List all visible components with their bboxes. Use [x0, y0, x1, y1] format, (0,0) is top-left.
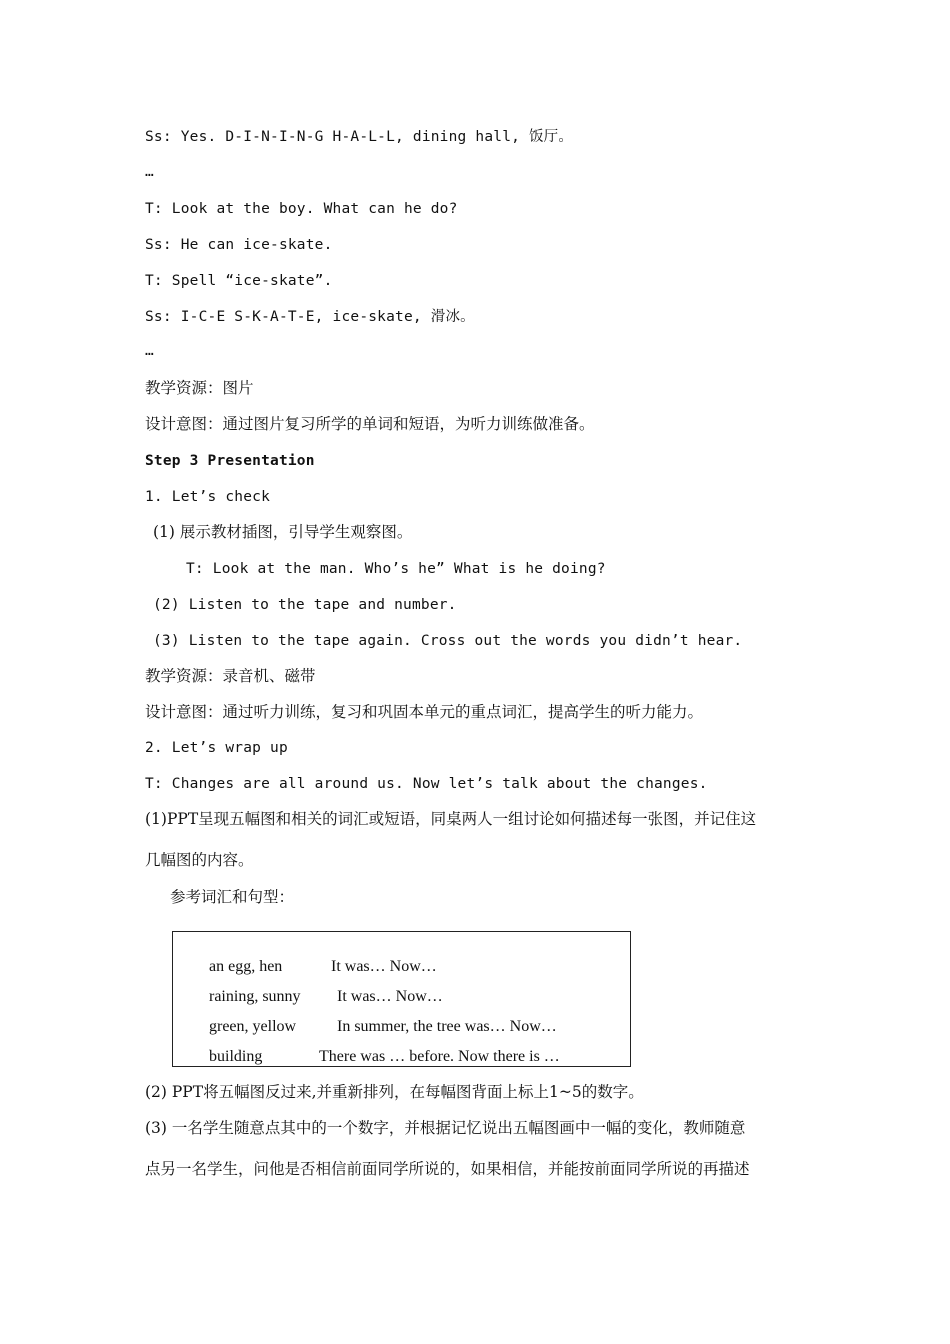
- dialogue-line: Ss: I-C-E S-K-A-T-E, ice-skate, 滑冰。: [145, 309, 475, 325]
- dialogue-line: T: Spell “ice-skate”.: [145, 273, 333, 289]
- list-item: (1) 展示教材插图，引导学生观察图。: [153, 523, 413, 541]
- reference-pattern: In summer, the tree was… Now…: [337, 1018, 557, 1035]
- step-heading: Step 3 Presentation: [145, 453, 315, 469]
- reference-label: 参考词汇和句型：: [170, 888, 295, 906]
- dialogue-line: T: Look at the boy. What can he do?: [145, 201, 458, 217]
- design-intent: 设计意图：通过听力训练，复习和巩固本单元的重点词汇，提高学生的听力能力。: [145, 703, 704, 721]
- section-heading: 2. Let’s wrap up: [145, 740, 288, 756]
- reference-pattern: There was … before. Now there is …: [319, 1048, 560, 1065]
- dialogue-line: T: Look at the man. Who’s he” What is he doing?: [186, 561, 606, 577]
- reference-pattern: It was… Now…: [331, 958, 437, 975]
- dialogue-line: Ss: He can ice-skate.: [145, 237, 333, 253]
- reference-words: building: [209, 1048, 263, 1065]
- design-intent: 设计意图：通过图片复习所学的单词和短语，为听力训练做准备。: [145, 415, 595, 433]
- list-item: (3) Listen to the tape again. Cross out the words you didn’t hear.: [153, 633, 743, 649]
- ellipsis: …: [145, 343, 154, 359]
- section-heading: 1. Let’s check: [145, 489, 271, 505]
- ellipsis: …: [145, 164, 154, 180]
- list-item: (2) Listen to the tape and number.: [153, 597, 457, 613]
- teaching-resource: 教学资源：图片: [145, 379, 254, 397]
- list-item: (2) PPT将五幅图反过来,并重新排列，在每幅图背面上标上1~5的数字。: [145, 1083, 644, 1101]
- dialogue-line: T: Changes are all around us. Now let’s talk about the changes.: [145, 776, 708, 792]
- dialogue-line: Ss: Yes. D-I-N-I-N-G H-A-L-L, dining hall, 饭厅。: [145, 129, 574, 145]
- paragraph-line: (1)PPT呈现五幅图和相关的词汇或短语，同桌两人一组讨论如何描述每一张图，并记住这: [145, 810, 757, 828]
- reference-words: green, yellow: [209, 1018, 297, 1035]
- paragraph-line: 点另一名学生，问他是否相信前面同学所说的，如果相信，并能按前面同学所说的再描述: [145, 1160, 750, 1178]
- reference-row: [185, 1030, 560, 1084]
- paragraph-line: (3) 一名学生随意点其中的一个数字，并根据记忆说出五幅图画中一幅的变化，教师随意: [145, 1119, 746, 1137]
- paragraph-line: 几幅图的内容。: [145, 851, 254, 869]
- reference-words: raining, sunny: [209, 988, 301, 1005]
- reference-words: an egg, hen: [209, 958, 283, 975]
- reference-pattern: It was… Now…: [337, 988, 443, 1005]
- teaching-resource: 教学资源：录音机、磁带: [145, 667, 316, 685]
- reference-box: [172, 931, 631, 1067]
